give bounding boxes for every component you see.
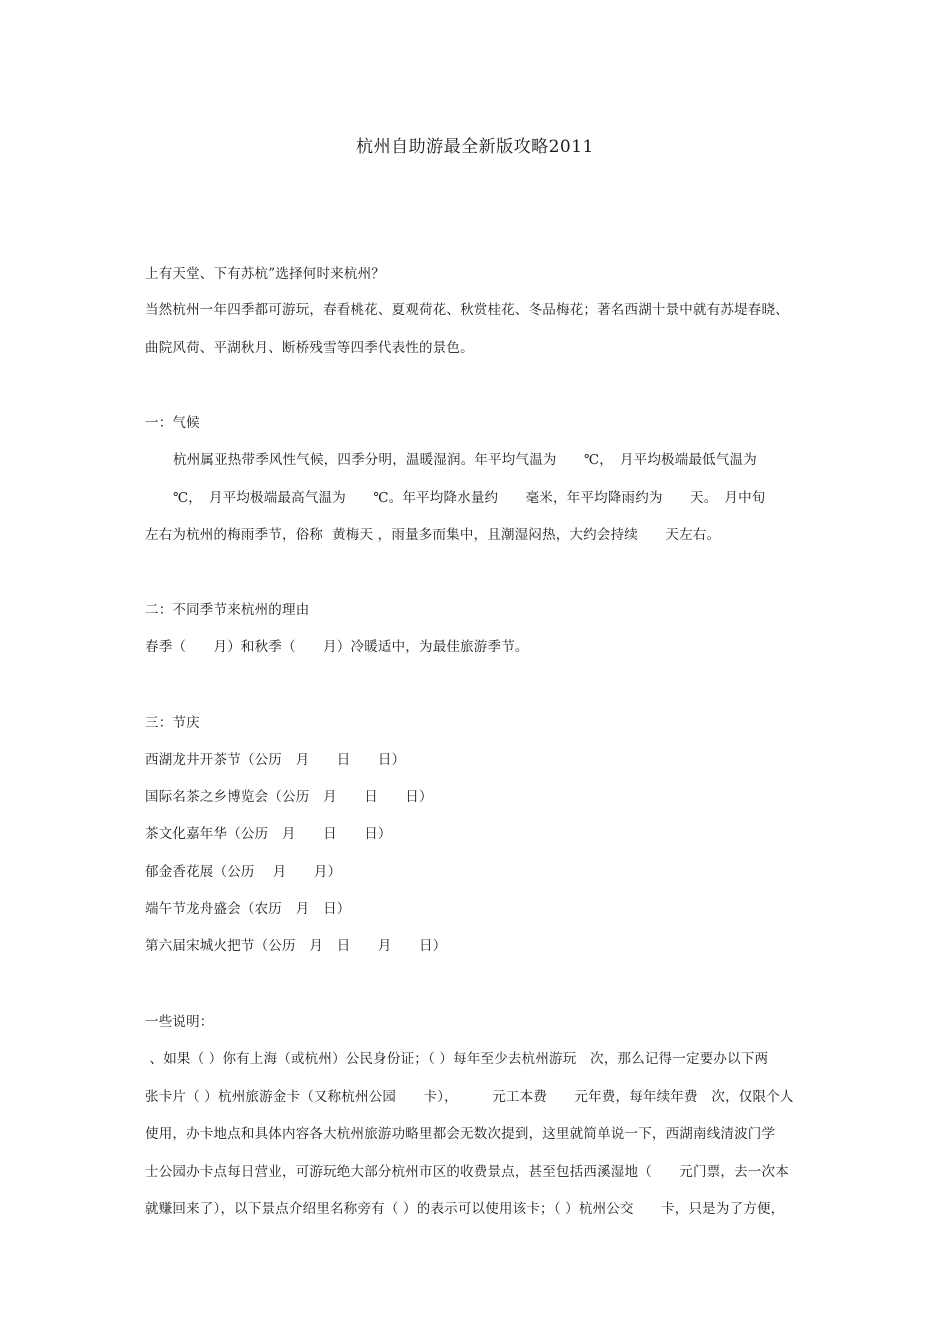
paragraph-line: 左右为杭州的梅雨季节，俗称 黄梅天 ，雨量多而集中，且潮湿闷热，大约会持续 天左右。 [145, 527, 721, 543]
paragraph-line: 就赚回来了），以下景点介绍里名称旁有（ ）的表示可以使用该卡；（ ）杭州公交 卡，只是为了方便， [145, 1201, 785, 1217]
paragraph-line: 使用，办卡地点和具体内容各大杭州旅游功略里都会无数次提到，这里就简单说一下，西湖南线清波门学 [145, 1126, 776, 1142]
paragraph-line: 杭州属亚热带季风性气候，四季分明，温暖湿润。年平均气温为 ℃， 月平均极端最低气温为 [173, 452, 757, 468]
paragraph-line: 春季（ 月）和秋季（ 月）冷暖适中，为最佳旅游季节。 [145, 639, 529, 655]
paragraph-line: 、如果（ ）你有上海（或杭州）公民身份证；（ ）每年至少去杭州游玩 次，那么记得一定要办以下两 [145, 1051, 769, 1067]
document-title: 杭州自助游最全新版攻略2011 [356, 137, 594, 157]
festival-item: 茶文化嘉年华（公历 月 日 日） [145, 826, 392, 842]
section-heading-festivals: 三：节庆 [145, 715, 200, 731]
paragraph-line: 士公园办卡点每日营业，可游玩绝大部分杭州市区的收费景点，甚至包括西溪湿地（ 元门票，去一次本 [145, 1164, 789, 1180]
festival-item: 郁金香花展（公历 月 月） [145, 864, 342, 880]
paragraph-line: 上有天堂、下有苏杭”选择何时来杭州？ [145, 266, 386, 282]
section-heading-seasons: 二：不同季节来杭州的理由 [145, 602, 310, 618]
paragraph-line: 曲院风荷、平湖秋月、断桥残雪等四季代表性的景色。 [145, 340, 474, 356]
festival-item: 第六届宋城火把节（公历 月 日 月 日） [145, 938, 447, 954]
section-heading-climate: 一：气候 [145, 415, 200, 431]
paragraph-line: 张卡片（ ）杭州旅游金卡（又称杭州公园 卡）， 元工本费 元年费，每年续年费 次，仅限个人 [145, 1089, 794, 1105]
paragraph-line: 当然杭州一年四季都可游玩，春看桃花、夏观荷花、秋赏桂花、冬品梅花；著名西湖十景中就有苏堤春晓、 [145, 302, 789, 318]
festival-item: 西湖龙井开茶节（公历 月 日 日） [145, 752, 406, 768]
festival-item: 端午节龙舟盛会（农历 月 日） [145, 901, 351, 917]
section-heading-notes: 一些说明： [145, 1014, 214, 1030]
festival-item: 国际名茶之乡博览会（公历 月 日 日） [145, 789, 433, 805]
paragraph-line: ℃， 月平均极端最高气温为 ℃。年平均降水量约 毫米，年平均降雨约为 天。 月中旬 [173, 490, 766, 506]
